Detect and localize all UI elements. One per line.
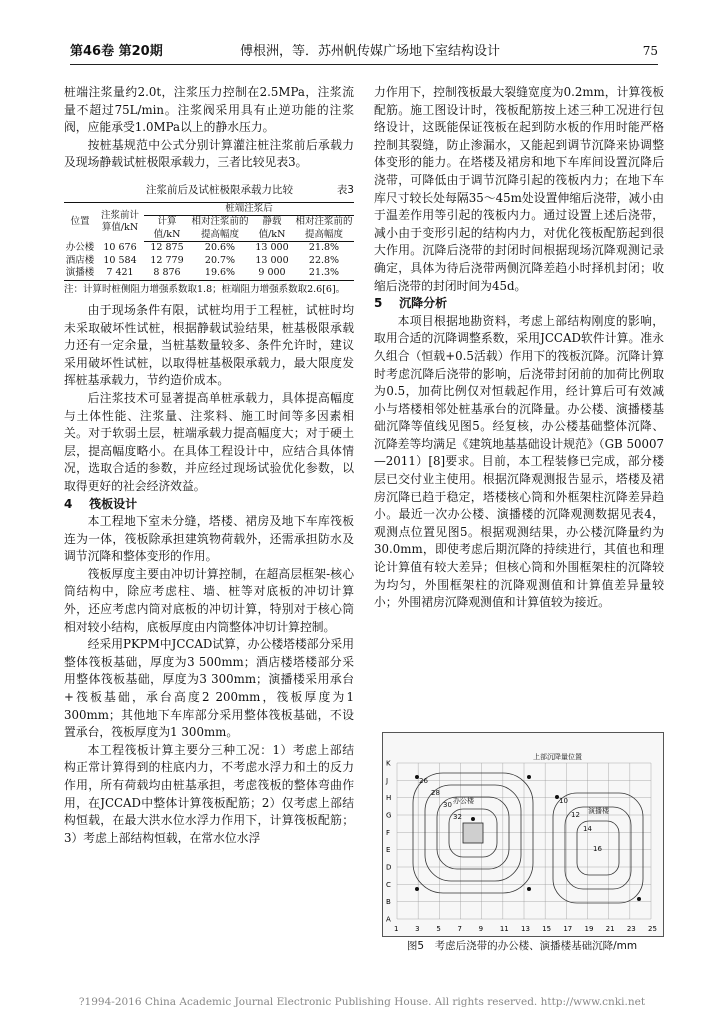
copyright-footer: ?1994-2016 China Academic Journal Electronic Publishing House. All rights reserved. http://www.cnki.net — [78, 996, 646, 1008]
header-rule — [70, 64, 658, 65]
contour-value: 12 — [571, 811, 580, 819]
column-axis-label: 3 — [415, 925, 420, 933]
table-row — [64, 267, 354, 280]
col-header-pre: 注浆前计算值/kN — [96, 202, 144, 242]
observation-point — [415, 775, 419, 779]
settlement-contour-figure — [382, 732, 664, 937]
column-axis-label: 5 — [436, 925, 441, 933]
studio-label: 演播楼 — [588, 807, 609, 815]
column-axis-label: 19 — [584, 925, 594, 933]
cell-calc: 12 779 — [150, 254, 184, 266]
row-axis-label: G — [386, 811, 392, 820]
page-number: 75 — [642, 44, 658, 58]
table-number: 表3 — [336, 183, 354, 196]
paragraph: 按桩基规范中公式分别计算灌注桩注浆前后承载力及现场静载试桩极限承载力，三者比较见表3。 — [64, 137, 354, 170]
cell-position: 办公楼 — [65, 242, 95, 254]
table-row — [64, 242, 354, 255]
section-heading-5 — [374, 295, 664, 313]
table-caption — [64, 182, 354, 200]
column-axis-label: 17 — [563, 925, 573, 933]
cell-static: 9 000 — [250, 267, 294, 280]
cell-position: 演播楼 — [65, 267, 95, 279]
paragraph: 力作用下，控制筏板最大裂缝宽度为0.2mm，计算筏板配筋。施工图设计时，筏板配筋按上述三种工况进行包络设计，这既能保证筏板在起到防水板的作用时能严格控制其裂缝，防止渗漏水，又能起到调节沉降来协调整体变形的能力。在塔楼及裙房和地下车库间设置沉降后浇带，可降低由于调节沉降引起的筏板内力；在地下车库尺寸较长处每隔35～45m处设置伸缩后浇带，减小由于温差作用等引起的筏板内力。通过设置上述后浇带，减小由于变形引起的结构内力，对优化筏板配筋起到很大作用。沉降后浇带的封闭时间根据现场沉降观测记录确定，具体为待后浇带两侧沉降差趋小时择机封闭；收缩后浇带的封闭时间为45d。 — [374, 85, 664, 293]
row-axis-label: D — [386, 863, 392, 872]
observation-point — [471, 817, 475, 821]
paragraph: 本项目根据地勘资料，考虑上部结构刚度的影响，取用合适的沉降调整系数，采用JCCAD软件计算。准永久组合（恒载+0.5活载）作用下的筏板沉降。沉降计算时考虑沉降后浇带的影响，后浇带封闭前的加荷比例取为0.5，加荷比例仅对恒载起作用，经计算后可有效减小与塔楼相邻处桩基承台的沉降量。办公楼、演播楼基础沉降等值线见图5。经复核，办公楼基础整体沉降、沉降差等均满足《建筑地基基础设计规范》（GB 50007—2011）[8]要求。目前，本工程装修已完成，部分楼层已交付业主使用。根据沉降观测报告显示，塔楼及裙房沉降已趋于稳定，塔楼核心筒和外框架柱沉降差异趋小。最近一次办公楼、演播楼的沉降观测数据见表4，观测点位置见图5。根据观测结果，办公楼沉降量约为30.0mm，即使考虑后期沉降的持续进行，其值也和理论计算值有较大差异；但核心筒和外围框架柱的沉降较为均匀，外围框架柱的沉降观测值和计算值差异量较小；外围裙房沉降观测值和计算值较为接近。 — [374, 313, 664, 610]
column-axis-label: 25 — [648, 925, 657, 933]
column-axis-label: 13 — [521, 925, 530, 933]
running-header — [70, 40, 658, 62]
paragraph: 本工程地下室未分缝，塔楼、裙房及地下车库筏板连为一体，筏板除承担建筑物荷载外，还需承担防水及调节沉降和整体变形的作用。 — [64, 514, 354, 564]
observation-point — [527, 887, 531, 891]
section-title: 沉降分析 — [399, 296, 448, 311]
cell-static: 13 000 — [255, 254, 289, 266]
paragraph: 筏板厚度主要由冲切计算控制，在超高层框架-核心筒结构中，除应考虑柱、墙、桩等对底板的冲切计算外，还应考虑内筒对底板的冲切计算，特别对于核心筒相对较小结构，底板厚度由内筒整体冲切计算控制。 — [64, 566, 354, 634]
table-title: 注浆前后及试桩极限承载力比较 — [146, 183, 293, 196]
contour-value: 32 — [453, 813, 462, 821]
bearing-capacity-table — [64, 202, 354, 281]
cell-calc: 12 875 — [150, 242, 184, 254]
office-label: 办公楼 — [453, 797, 474, 805]
observation-point — [637, 897, 641, 901]
paragraph: 本工程筏板计算主要分三种工况：1）考虑上部结构正常计算得到的柱底内力，不考虑水浮力和土的反力作用，所有荷载均由桩基承担，考虑筏板的整体弯曲作用，在JCCAD中整体计算筏板配筋；2）仅考虑上部结构恒载，在最大洪水位水浮力作用下，计算筏板配筋；3）考虑上部结构恒载，在常水位水浮 — [64, 742, 354, 845]
contour-value: 26 — [419, 777, 428, 785]
paragraph: 桩端注浆量约2.0t，注浆压力控制在2.5MPa，注浆流量不超过75L/min。注浆阀采用具有止逆功能的注浆阀，应能承受1.0MPa以上的静水压力。 — [64, 85, 354, 135]
section-number: 4 — [64, 496, 73, 511]
column-axis-label: 15 — [542, 925, 552, 933]
cell-static-inc: 21.3% — [294, 267, 354, 280]
cell-static: 13 000 — [255, 242, 289, 254]
left-column — [64, 84, 354, 847]
observation-point — [555, 795, 559, 799]
right-column — [374, 84, 664, 612]
column-axis-label: 1 — [394, 925, 399, 933]
row-axis-label: F — [386, 828, 391, 837]
core-tube — [463, 823, 483, 843]
observation-point — [415, 887, 419, 891]
row-axis-label: A — [386, 915, 391, 924]
row-axis-label: K — [386, 759, 391, 768]
cell-position: 酒店楼 — [65, 254, 95, 266]
col-header-calc: 计算值/kN — [144, 216, 190, 242]
observation-point — [527, 775, 531, 779]
paragraph: 由于现场条件有限，试桩均用于工程桩，试桩时均未采取破坏性试桩，根据静载试验结果，桩基极限承载力还有一定余量，当桩基数量较多、条件允许时，建议采用破坏性试桩，以取得桩基极限承载力，最大限度发挥桩基承载力，节约造价成本。 — [64, 302, 354, 388]
section-title: 筏板设计 — [89, 496, 138, 511]
column-axis-label: 23 — [626, 925, 636, 933]
col-header-static: 静载值/kN — [250, 216, 294, 242]
column-axis-label: 7 — [457, 925, 462, 933]
contour-plot — [383, 733, 663, 936]
row-axis-label: B — [386, 898, 391, 907]
contour-value: 10 — [559, 797, 568, 805]
table-note: 注：计算时桩侧阻力增强系数取1.8；桩端阻力增强系数取2.6[6]。 — [64, 283, 346, 295]
section-heading-4 — [64, 496, 354, 514]
paragraph: 后注浆技术可显著提高单桩承载力，具体提高幅度与土体性能、注浆量、注浆料、施工时间等多因素相关。对于软弱土层，桩端承载力提高幅度大；对于硬土层，提高幅度略小。在具体工程设计中，应结合具体情况，选取合适的参数，并应经过现场试验优化参数，以取得更好的社会经济效益。 — [64, 390, 354, 493]
column-axis-label: 9 — [478, 925, 484, 933]
col-header-calc-inc: 相对注浆前的提高幅度 — [191, 216, 249, 240]
figure-caption: 图5 考虑后浇带的办公楼、演播楼基础沉降/mm — [406, 940, 638, 952]
cell-static-inc: 21.8% — [308, 242, 340, 254]
cell-static-inc: 22.8% — [308, 254, 340, 266]
cell-pre: 7 421 — [96, 267, 144, 280]
cell-pre: 10 676 — [103, 242, 137, 254]
column-axis-label: 21 — [605, 925, 615, 933]
contour-value: 14 — [583, 825, 592, 833]
cell-calc: 8 876 — [144, 267, 190, 280]
section-number: 5 — [374, 296, 383, 311]
paragraph: 经采用PKPM中JCCAD试算，办公楼塔楼部分采用整体筏板基础，厚度为3 500mm；酒店楼塔楼部分采用整体筏板基础，厚度为3 300mm；演播楼采用承台+筏板基础，承台高度2 200mm，筏板厚度为1 300mm；其他地下车库部分采用整体筏板基础，不设置承台，筏板厚度为1 300mm。 — [64, 637, 354, 740]
running-title: 傅根洲，等．苏州帆传媒广场地下室结构设计 — [240, 44, 501, 59]
journal-volume: 第46卷 第20期 — [70, 44, 163, 59]
row-axis-label: E — [386, 846, 391, 855]
row-axis-label: H — [386, 794, 392, 803]
col-header-position: 位置 — [64, 202, 96, 242]
top-label: 上部沉降量位置 — [533, 753, 582, 761]
col-header-group: 桩端注浆后 — [144, 202, 354, 216]
cell-calc-inc: 20.6% — [204, 242, 236, 254]
column-axis-label: 11 — [499, 925, 509, 933]
cell-pre: 10 584 — [103, 254, 137, 266]
cell-calc-inc: 20.7% — [204, 254, 236, 266]
cell-calc-inc: 19.6% — [190, 267, 250, 280]
table-row — [64, 255, 354, 268]
row-axis-label: J — [386, 776, 389, 785]
contour-value: 28 — [431, 789, 440, 797]
contour-value: 16 — [593, 845, 602, 853]
row-axis-label: C — [386, 880, 391, 889]
contour-value: 30 — [443, 801, 452, 809]
col-header-static-inc: 相对注浆前的提高幅度 — [295, 216, 353, 240]
